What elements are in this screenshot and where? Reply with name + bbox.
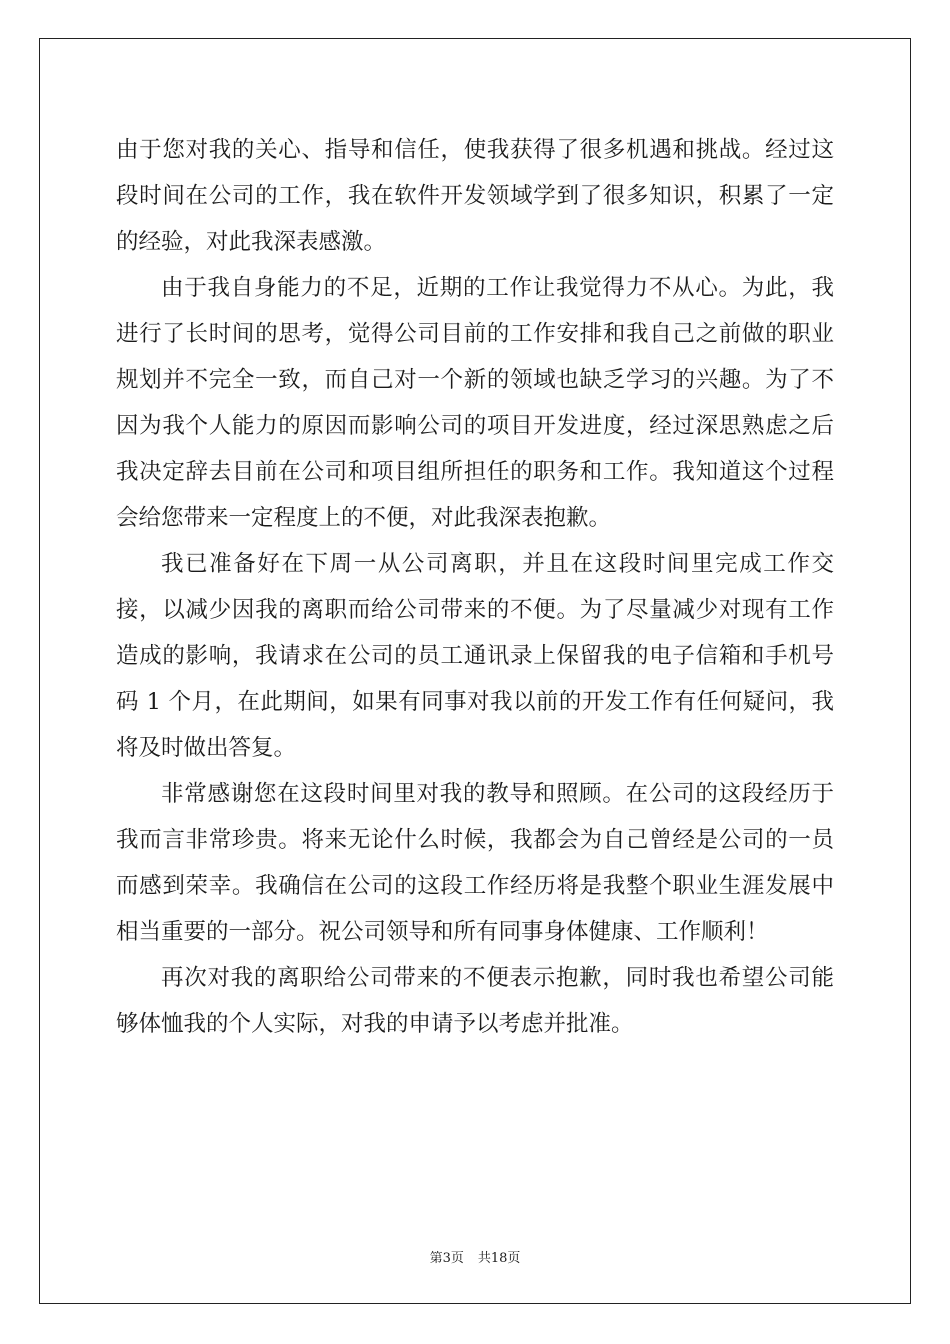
page-footer [0,1247,950,1266]
current-page-number: 第3页 [429,1251,464,1266]
paragraph-5: 再次对我的离职给公司带来的不便表示抱歉，同时我也希望公司能够体恤我的个人实际，对我的申请予以考虑并批准。 [116,965,834,1037]
document-body [116,127,834,1047]
total-page-count: 共18页 [477,1251,521,1266]
paragraph-1: 由于您对我的关心、指导和信任，使我获得了很多机遇和挑战。经过这段时间在公司的工作，我在软件开发领域学到了很多知识，积累了一定的经验，对此我深表感激。 [116,137,834,255]
paragraph-4: 非常感谢您在这段时间里对我的教导和照顾。在公司的这段经历于我而言非常珍贵。将来无论什么时候，我都会为自己曾经是公司的一员而感到荣幸。我确信在公司的这段工作经历将是我整个职业生涯发展中相当重要的一部分。祝公司领导和所有同事身体健康、工作顺利！ [116,781,834,945]
paragraph-2: 由于我自身能力的不足，近期的工作让我觉得力不从心。为此，我进行了长时间的思考，觉得公司目前的工作安排和我自己之前做的职业规划并不完全一致，而自己对一个新的领域也缺乏学习的兴趣。为了不因为我个人能力的原因而影响公司的项目开发进度，经过深思熟虑之后我决定辞去目前在公司和项目组所担任的职务和工作。我知道这个过程会给您带来一定程度上的不便，对此我深表抱歉。 [116,275,834,531]
paragraph-3: 我已准备好在下周一从公司离职，并且在这段时间里完成工作交接，以减少因我的离职而给公司带来的不便。为了尽量减少对现有工作造成的影响，我请求在公司的员工通讯录上保留我的电子信箱和手机号码 1 个月，在此期间，如果有同事对我以前的开发工作有任何疑问，我将及时做出答复。 [116,551,834,761]
